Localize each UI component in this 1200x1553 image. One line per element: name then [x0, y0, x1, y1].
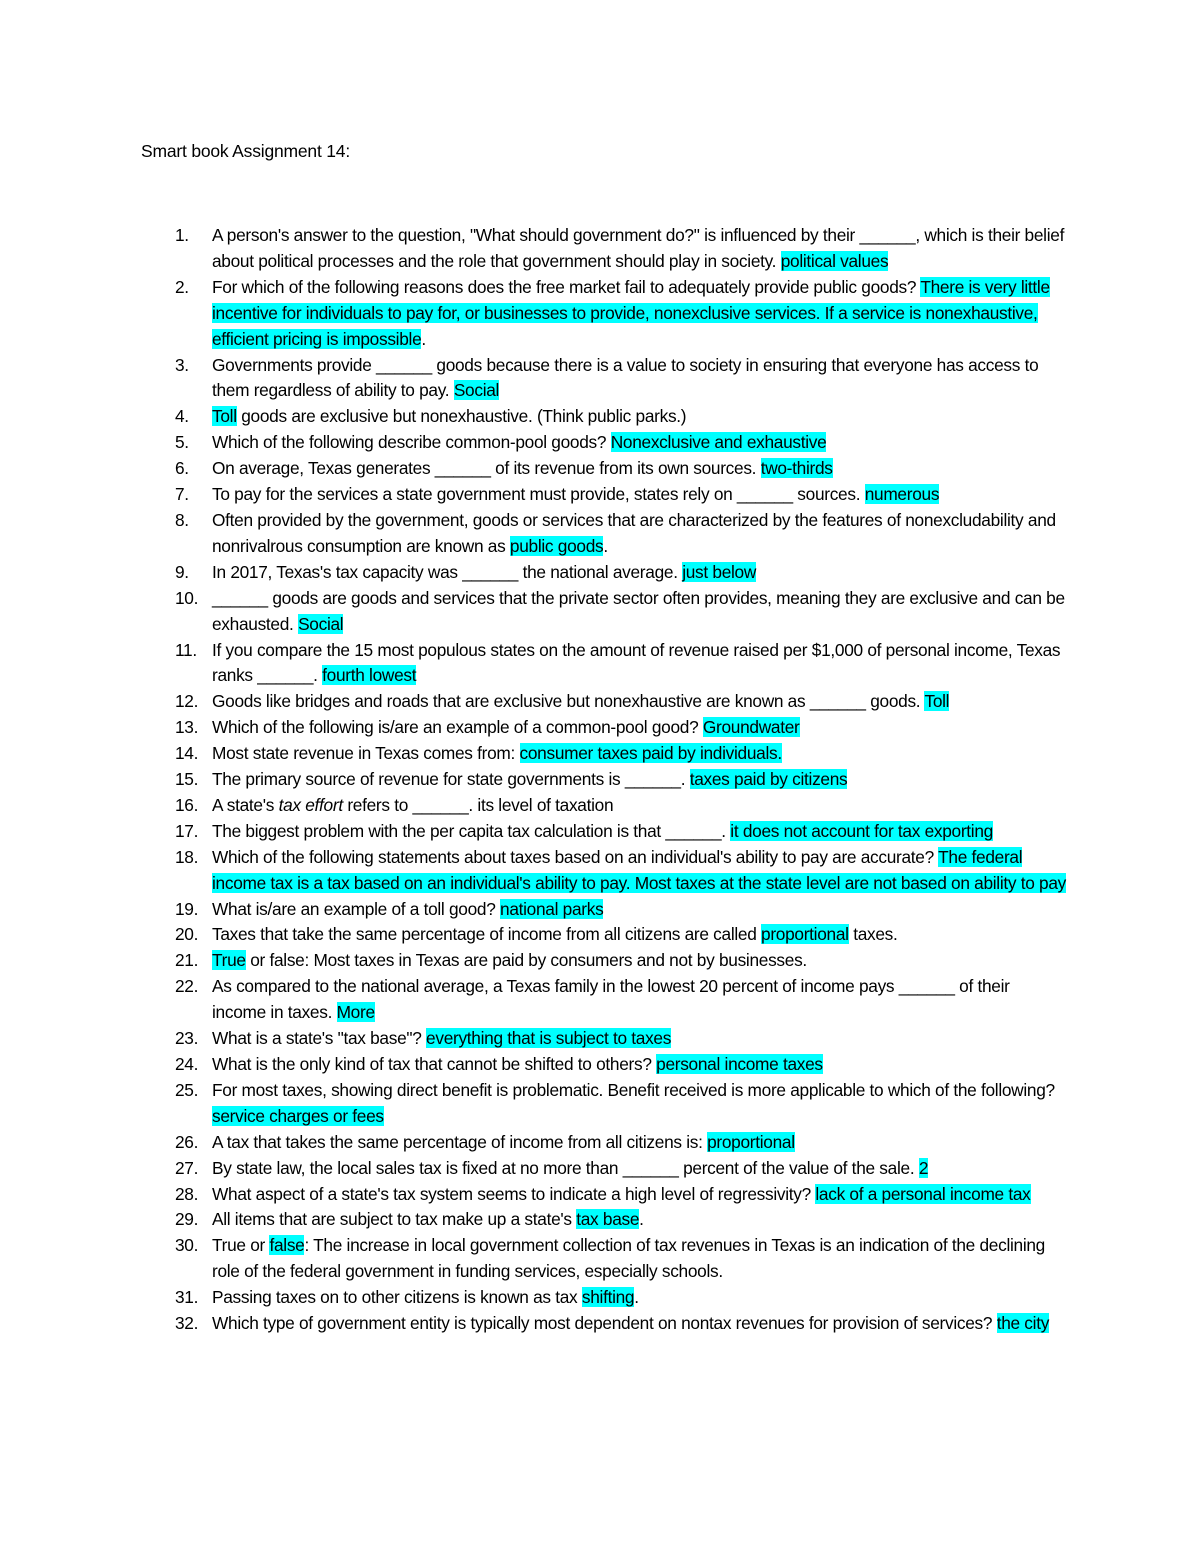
answer-highlight: Groundwater [702, 717, 800, 738]
question-text: Passing taxes on to other citizens is known as tax [212, 1287, 582, 1308]
question-item [141, 560, 1066, 586]
question-number: 8. [175, 509, 189, 530]
question-text-after: . [639, 1209, 644, 1230]
question-number: 17. [175, 820, 199, 841]
question-text-after: goods are exclusive but nonexhaustive. (Think public parks.) [236, 406, 687, 427]
question-number: 23. [175, 1028, 199, 1049]
question-text: A state's [212, 794, 279, 815]
question-item [141, 586, 1066, 638]
question-item [141, 1156, 1066, 1182]
question-item [141, 689, 1066, 715]
question-text: The primary source of revenue for state governments is ______. [212, 769, 690, 790]
question-text: For which of the following reasons does the free market fail to adequately provide public goods? [212, 276, 921, 297]
question-number: 4. [175, 406, 189, 427]
answer-highlight: proportional [761, 924, 849, 945]
question-item [141, 1207, 1066, 1233]
question-number: 10. [175, 587, 199, 608]
question-number: 5. [175, 432, 189, 453]
question-item [141, 922, 1066, 948]
question-text: Which of the following statements about taxes based on an individual's ability to pay are accurate? [212, 846, 939, 867]
question-number: 31. [175, 1287, 199, 1308]
question-number: 18. [175, 846, 199, 867]
question-item [141, 767, 1066, 793]
question-item [141, 1130, 1066, 1156]
question-text: Most state revenue in Texas comes from: [212, 743, 520, 764]
answer-highlight: proportional [707, 1131, 795, 1152]
answer-highlight: fourth lowest [322, 665, 417, 686]
answer-highlight: service charges or fees [212, 1105, 384, 1126]
question-item [141, 1285, 1066, 1311]
question-text: Governments provide ______ goods because there is a value to society in ensuring that everyone has access to them regardless of ability to pay. [212, 354, 1039, 401]
answer-highlight: tax base [576, 1209, 640, 1230]
question-text: Which of the following is/are an example of a common-pool good? [212, 717, 703, 738]
answer-highlight: Nonexclusive and exhaustive [610, 432, 827, 453]
question-item [141, 1078, 1066, 1130]
answer-highlight: More [336, 1002, 375, 1023]
question-text: ______ goods are goods and services that the private sector often provides, meaning they are exclusive and can be exhausted. [212, 587, 1065, 634]
question-number: 32. [175, 1313, 199, 1334]
question-number: 11. [175, 639, 197, 660]
question-text: Which of the following describe common-pool goods? [212, 432, 611, 453]
question-number: 6. [175, 458, 189, 479]
answer-highlight: national parks [500, 898, 604, 919]
question-item [141, 793, 1066, 819]
question-text-after: . [634, 1287, 639, 1308]
answer-highlight: false [269, 1235, 305, 1256]
answer-highlight: political values [780, 250, 889, 271]
question-item [141, 430, 1066, 456]
question-text-after: : The increase in local government collection of tax revenues in Texas is an indication of the declining role of the federal government in funding services, especially schools. [212, 1235, 1045, 1282]
question-item [141, 741, 1066, 767]
question-item [141, 223, 1066, 275]
question-text: The biggest problem with the per capita tax calculation is that ______. [212, 820, 731, 841]
question-text: A person's answer to the question, "What should government do?" is influenced by their ______, which is their belief about political processes and the role that government should play in society. [212, 225, 1065, 271]
answer-highlight: Social [298, 613, 344, 634]
question-number: 27. [175, 1157, 199, 1178]
question-number: 28. [175, 1183, 199, 1204]
question-number: 19. [175, 898, 199, 919]
question-text: A tax that takes the same percentage of income from all citizens is: [212, 1131, 708, 1152]
question-number: 24. [175, 1054, 199, 1074]
answer-highlight: numerous [864, 484, 940, 505]
answer-highlight: just below [682, 561, 757, 582]
question-text: In 2017, Texas's tax capacity was ______ the national average. [212, 561, 683, 582]
question-text: As compared to the national average, a Texas family in the lowest 20 percent of income pays ______ of their income in taxes. [212, 976, 1010, 1023]
question-text: True or [212, 1235, 270, 1256]
question-text: Taxes that take the same percentage of income from all citizens are called [212, 924, 762, 945]
question-number: 2. [175, 276, 189, 297]
answer-highlight: Social [453, 380, 500, 401]
page-title: Smart book Assignment 14: [141, 141, 350, 161]
question-number: 13. [175, 717, 199, 738]
question-item [141, 1026, 1066, 1052]
question-text: What is the only kind of tax that cannot be shifted to others? [212, 1054, 657, 1074]
question-number: 12. [175, 691, 199, 712]
answer-highlight: it does not account for tax exporting [730, 820, 993, 841]
question-item [141, 404, 1066, 430]
question-text: All items that are subject to tax make up a state's [212, 1209, 577, 1230]
question-item [141, 1052, 1066, 1078]
question-text-after: or false: Most taxes in Texas are paid by consumers and not by businesses. [245, 950, 807, 971]
question-item [141, 482, 1066, 508]
question-item [141, 638, 1066, 690]
answer-highlight: lack of a personal income tax [815, 1183, 1031, 1204]
question-text: On average, Texas generates ______ of its revenue from its own sources. [212, 458, 761, 479]
answer-highlight: the city [996, 1313, 1050, 1334]
question-text: refers to ______. its level of taxation [342, 794, 614, 815]
question-number: 21. [175, 950, 199, 971]
answer-highlight: personal income taxes [656, 1054, 823, 1074]
question-list [141, 223, 1066, 1337]
answer-highlight: taxes paid by citizens [689, 769, 848, 790]
question-text-after: taxes. [848, 924, 898, 945]
question-item [141, 508, 1066, 560]
answer-highlight: The federal income tax is a tax based on an individual's ability to pay. Most taxes at the state level are not based on ability to pay [212, 846, 1066, 893]
question-item [141, 715, 1066, 741]
question-text: To pay for the services a state government must provide, states rely on ______ sources. [212, 484, 865, 505]
question-text: What aspect of a state's tax system seems to indicate a high level of regressivity? [212, 1183, 816, 1204]
question-text: By state law, the local sales tax is fixed at no more than ______ percent of the value of the sale. [212, 1157, 919, 1178]
question-text: What is a state's "tax base"? [212, 1028, 427, 1049]
question-number: 22. [175, 976, 199, 997]
question-number: 1. [175, 225, 189, 245]
answer-highlight: 2 [918, 1157, 929, 1178]
question-text: What is/are an example of a toll good? [212, 898, 501, 919]
answer-highlight: shifting [581, 1287, 635, 1308]
answer-highlight: two-thirds [760, 458, 833, 479]
question-item [141, 1233, 1066, 1285]
question-number: 20. [175, 924, 199, 945]
question-number: 25. [175, 1079, 199, 1100]
question-number: 26. [175, 1131, 199, 1152]
question-text-italic: tax effort [278, 794, 343, 815]
question-number: 14. [175, 743, 199, 764]
question-item [141, 1182, 1066, 1208]
answer-highlight: True [212, 950, 246, 971]
question-number: 9. [175, 561, 189, 582]
question-text: For most taxes, showing direct benefit is problematic. Benefit received is more applicable to which of the following? [212, 1079, 1055, 1100]
question-item [141, 948, 1066, 974]
answer-highlight: There is very little incentive for individuals to pay for, or businesses to provide, nonexclusive services. If a service is nonexhaustive, efficient pricing is impossible [212, 276, 1050, 349]
answer-highlight: consumer taxes paid by individuals. [519, 743, 782, 764]
answer-highlight: Toll [924, 691, 950, 712]
question-text: Goods like bridges and roads that are exclusive but nonexhaustive are known as ______ goods. [212, 691, 925, 712]
question-number: 15. [175, 769, 199, 790]
question-item [141, 897, 1066, 923]
question-number: 30. [175, 1235, 199, 1256]
question-item [141, 974, 1066, 1026]
answer-highlight: public goods [509, 535, 604, 556]
question-number: 3. [175, 354, 189, 375]
question-item [141, 275, 1066, 353]
question-item [141, 819, 1066, 845]
question-text: Which type of government entity is typically most dependent on nontax revenues for provision of services? [212, 1313, 997, 1334]
question-item [141, 1311, 1066, 1337]
answer-highlight: Toll [212, 406, 237, 427]
answer-highlight: everything that is subject to taxes [426, 1028, 672, 1049]
question-text: If you compare the 15 most populous states on the amount of revenue raised per $1,000 of personal income, Texas ranks ______. [212, 639, 1061, 686]
question-text: Often provided by the government, goods or services that are characterized by the features of nonexcludability and nonrivalrous consumption are known as [212, 509, 1056, 556]
question-text-after: . [603, 535, 608, 556]
question-text-after: . [421, 328, 426, 349]
question-item [141, 845, 1066, 897]
question-item [141, 353, 1066, 405]
question-item [141, 456, 1066, 482]
question-number: 7. [175, 484, 189, 505]
question-number: 29. [175, 1209, 199, 1230]
question-number: 16. [175, 794, 199, 815]
